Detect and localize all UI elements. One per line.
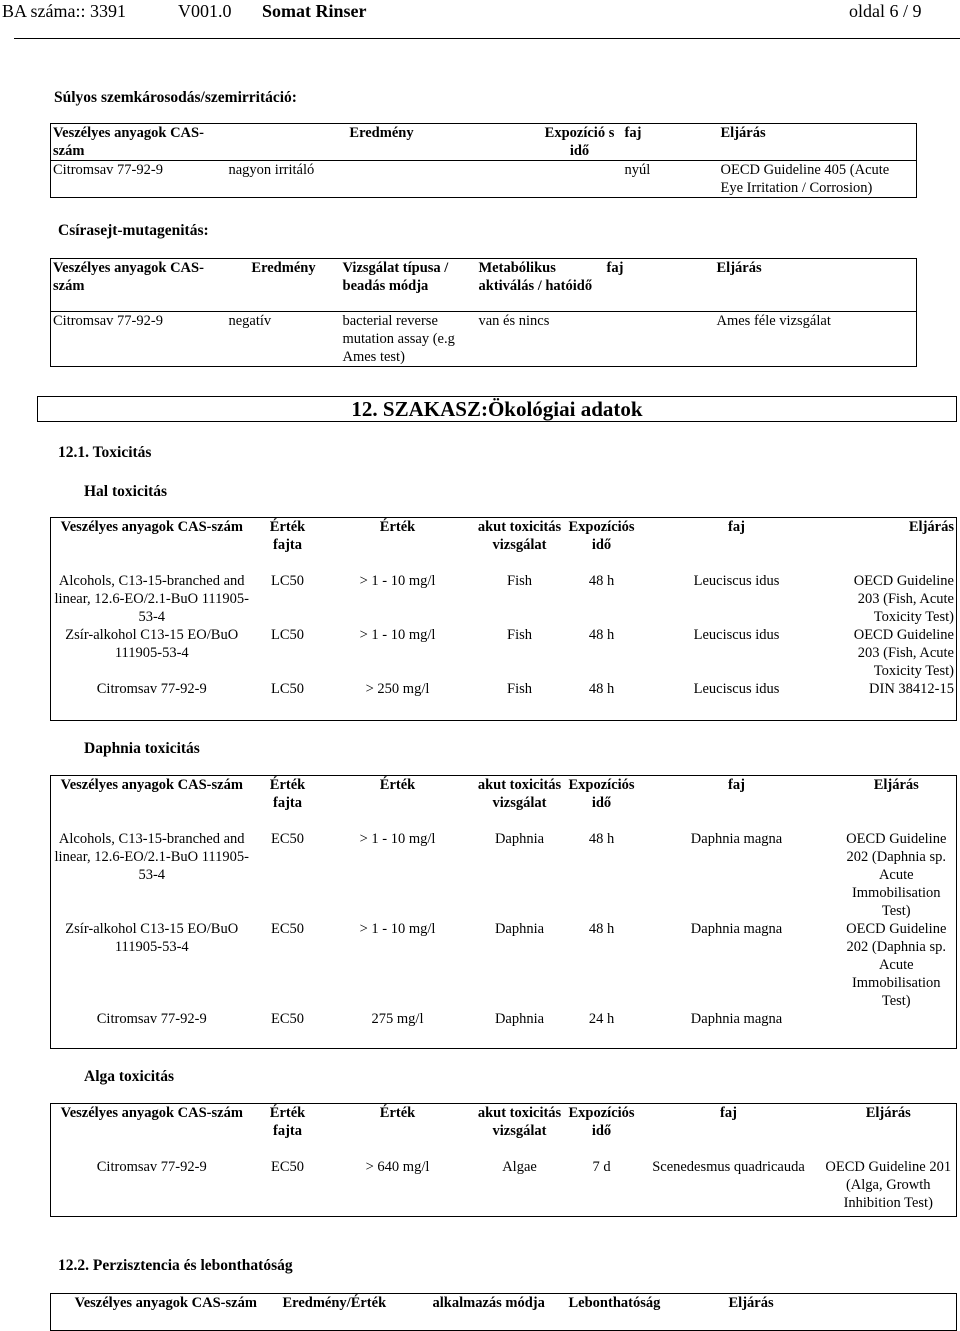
cell-exposure: 7 d <box>592 1159 611 1175</box>
cell-test-type: bacterial reverse mutation assay (e.g Ames test) <box>342 313 455 365</box>
col-acute-test: akut toxicitás vizsgálat <box>477 519 562 553</box>
col-result: Eredmény <box>251 260 316 276</box>
page-number: oldal 6 / 9 <box>849 1 922 21</box>
table-row <box>51 920 957 1010</box>
table-row <box>51 1010 957 1049</box>
col-acute-test: akut toxicitás vizsgálat <box>477 1105 562 1139</box>
col-species: faj <box>624 125 642 141</box>
cell-acute-test: Daphnia <box>494 831 545 847</box>
col-method: Eljárás <box>728 1295 774 1311</box>
col-exposure: Expozíciós idő <box>568 777 635 811</box>
daphnia-table <box>50 775 957 1049</box>
table-row <box>51 680 957 721</box>
irritation-title: Súlyos szemkárosodás/szemirritáció: <box>54 89 297 106</box>
col-degradability: Lebonthatóság <box>568 1295 661 1311</box>
cell-method: OECD Guideline 202 (Daphnia sp. Acute Immobilisation Test) <box>846 921 947 1009</box>
cell-acute-test: Daphnia <box>494 921 545 937</box>
col-substance: Veszélyes anyagok CAS-szám <box>60 519 243 535</box>
cell-value-type: LC50 <box>270 681 305 697</box>
col-species: faj <box>728 519 745 535</box>
col-method: Eljárás <box>716 260 762 276</box>
cell-value: > 640 mg/l <box>365 1159 430 1175</box>
cell-substance: Alcohols, C13-15-branched and linear, 12.6-EO/2.1-BuO 111905-53-4 <box>54 831 249 883</box>
cell-value: > 250 mg/l <box>365 681 430 697</box>
col-species: faj <box>728 777 745 793</box>
cell-exposure: 24 h <box>588 1011 615 1027</box>
ba-number: BA száma:: 3391 <box>2 1 126 21</box>
cell-method <box>837 1010 957 1049</box>
col-substance: Veszélyes anyagok CAS-szám <box>74 1295 257 1311</box>
table-header-row <box>51 518 957 573</box>
cell-substance: Citromsav 77-92-9 <box>96 1159 207 1175</box>
cell-value-type: LC50 <box>270 627 305 643</box>
cell-value-type: EC50 <box>270 921 305 937</box>
cell-species: Scenedesmus quadricauda <box>652 1159 805 1175</box>
table-row <box>51 626 957 680</box>
cell-method: OECD Guideline 203 (Fish, Acute Toxicity Test) <box>853 573 954 625</box>
table-header-row <box>51 259 917 312</box>
cell-species: Daphnia magna <box>690 921 783 937</box>
alga-title: Alga toxicitás <box>84 1068 174 1085</box>
header-divider <box>14 38 960 39</box>
cell-species: Leuciscus idus <box>693 627 780 643</box>
col-method: Eljárás <box>908 519 954 535</box>
col-exposure: Expozíciós idő <box>568 519 635 553</box>
cell-substance: Zsír-alkohol C13-15 EO/BuO 111905-53-4 <box>65 921 239 955</box>
cell-value-type: EC50 <box>270 1159 305 1175</box>
cell-substance: Zsír-alkohol C13-15 EO/BuO 111905-53-4 <box>65 627 239 661</box>
col-value-type: Érték fajta <box>269 1105 306 1139</box>
cell-value: > 1 - 10 mg/l <box>359 627 436 643</box>
cell-exposure: 48 h <box>588 627 615 643</box>
table-header-row <box>51 1294 957 1331</box>
table-header-row <box>51 124 917 161</box>
table-row <box>51 312 917 367</box>
cell-species: Leuciscus idus <box>693 573 780 589</box>
cell-substance: Citromsav 77-92-9 <box>96 1011 207 1027</box>
col-exposure: Expozíció s idő <box>544 125 615 159</box>
cell-acute-test: Fish <box>507 681 532 697</box>
table-row <box>51 1158 957 1217</box>
cell-species <box>605 312 715 367</box>
col-application: alkalmazás módja <box>432 1295 545 1311</box>
cell-method: OECD Guideline 203 (Fish, Acute Toxicity Test) <box>853 627 954 679</box>
cell-method: OECD Guideline 201 (Alga, Growth Inhibition Test) <box>825 1159 952 1211</box>
alga-table <box>50 1103 957 1217</box>
cell-value: > 1 - 10 mg/l <box>359 573 436 589</box>
cell-substance: Citromsav 77-92-9 <box>53 313 163 329</box>
cell-exposure: 48 h <box>588 573 615 589</box>
col-substance: Veszélyes anyagok CAS-szám <box>60 777 243 793</box>
section-12-title: 12. SZAKASZ:Ökológiai adatok <box>37 396 957 422</box>
persistence-heading: 12.2. Perzisztencia és lebonthatóság <box>58 1257 293 1274</box>
cell-substance: Citromsav 77-92-9 <box>96 681 207 697</box>
col-method: Eljárás <box>720 125 766 141</box>
cell-value-type: EC50 <box>270 831 305 847</box>
cell-acute-test: Fish <box>507 573 532 589</box>
cell-species: Daphnia magna <box>690 831 783 847</box>
col-value: Érték <box>379 1105 416 1121</box>
col-method: Eljárás <box>865 1105 911 1121</box>
table-row <box>51 161 917 198</box>
cell-exposure <box>537 161 623 198</box>
cell-value: > 1 - 10 mg/l <box>359 921 436 937</box>
cell-method: OECD Guideline 405 (Acute Eye Irritation / Corrosion) <box>720 162 890 196</box>
table-row <box>51 572 957 626</box>
col-substance: Veszélyes anyagok CAS-szám <box>53 260 204 294</box>
col-value-type: Érték fajta <box>269 519 306 553</box>
cell-substance: Alcohols, C13-15-branched and linear, 12.6-EO/2.1-BuO 111905-53-4 <box>54 573 249 625</box>
col-result: Eredmény <box>349 125 414 141</box>
cell-value: 275 mg/l <box>371 1011 424 1027</box>
cell-acute-test: Daphnia <box>494 1011 545 1027</box>
cell-substance: Citromsav 77-92-9 <box>53 162 163 178</box>
col-value: Érték <box>379 519 416 535</box>
cell-method: OECD Guideline 202 (Daphnia sp. Acute Immobilisation Test) <box>846 831 947 919</box>
persistence-table <box>50 1293 957 1331</box>
irritation-table <box>50 123 917 198</box>
cell-value: > 1 - 10 mg/l <box>359 831 436 847</box>
cell-result: nagyon irritáló <box>228 162 315 178</box>
col-species: faj <box>720 1105 737 1121</box>
product-name: Somat Rinser <box>262 1 367 21</box>
cell-value-type: LC50 <box>270 573 305 589</box>
cell-species: Daphnia magna <box>690 1011 783 1027</box>
cell-acute-test: Algae <box>502 1159 537 1175</box>
cell-value-type: EC50 <box>270 1011 305 1027</box>
cell-exposure: 48 h <box>588 921 615 937</box>
cell-result: negatív <box>228 313 272 329</box>
cell-acute-test: Fish <box>507 627 532 643</box>
col-species: faj <box>606 260 624 276</box>
cell-method: Ames féle vizsgálat <box>716 313 831 329</box>
daphnia-title: Daphnia toxicitás <box>84 740 200 757</box>
cell-exposure: 48 h <box>588 681 615 697</box>
version: V001.0 <box>178 1 232 21</box>
toxicity-heading: 12.1. Toxicitás <box>58 444 152 461</box>
col-substance: Veszélyes anyagok CAS-szám <box>60 1105 243 1121</box>
col-exposure: Expozíciós idő <box>568 1105 635 1139</box>
col-result: Eredmény/Érték <box>282 1295 387 1311</box>
cell-species: nyúl <box>624 162 651 178</box>
col-activation: Metabólikus aktiválás / hatóidő <box>478 260 593 294</box>
cell-activation: van és nincs <box>478 313 550 329</box>
fish-title: Hal toxicitás <box>84 483 168 500</box>
table-row <box>51 830 957 920</box>
fish-table <box>50 517 957 721</box>
cell-exposure: 48 h <box>588 831 615 847</box>
mutagen-title: Csírasejt-mutagenitás: <box>58 222 209 239</box>
col-test-type: Vizsgálat típusa / beadás módja <box>342 260 449 294</box>
col-substance: Veszélyes anyagok CAS-szám <box>53 125 204 159</box>
cell-species: Leuciscus idus <box>693 681 780 697</box>
table-header-row <box>51 776 957 831</box>
page-header <box>0 0 960 22</box>
col-method: Eljárás <box>873 777 919 793</box>
col-value: Érték <box>379 777 416 793</box>
col-acute-test: akut toxicitás vizsgálat <box>477 777 562 811</box>
col-value-type: Érték fajta <box>269 777 306 811</box>
cell-method: DIN 38412-15 <box>869 681 954 697</box>
mutagen-table <box>50 258 917 367</box>
table-header-row <box>51 1104 957 1159</box>
